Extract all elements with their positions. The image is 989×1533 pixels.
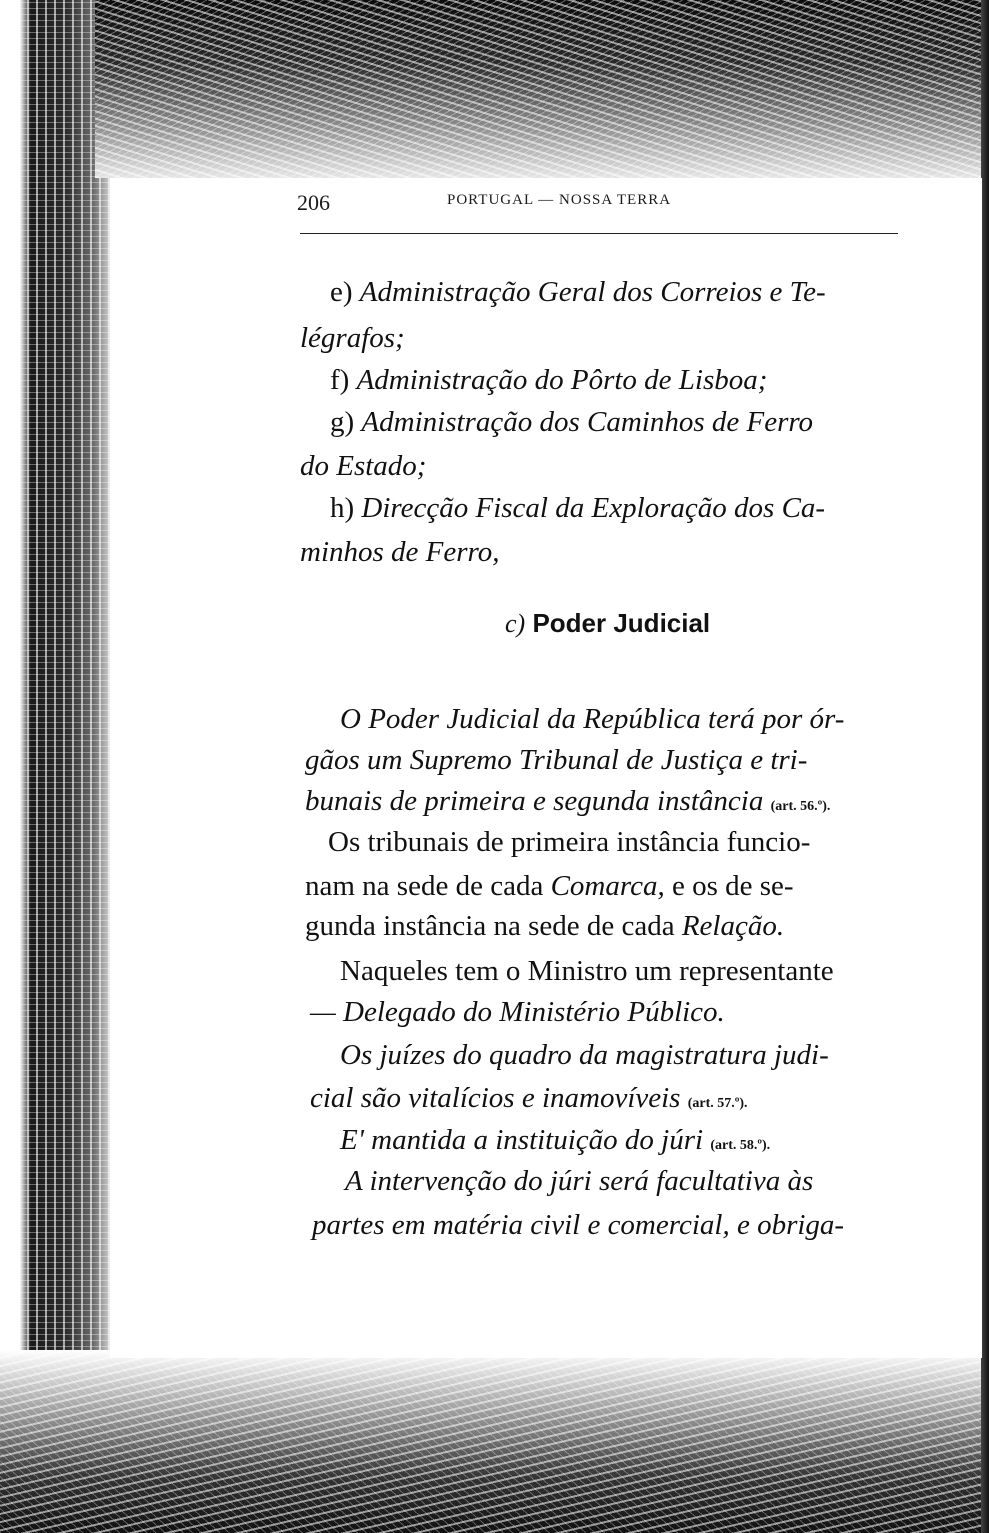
list-text: Administração do Pôrto de Lisboa;	[356, 364, 768, 396]
paragraph-4-line-1: Os juízes do quadro da magistratura judi-	[340, 1039, 829, 1071]
article-reference: (art. 58.º).	[710, 1138, 771, 1153]
paragraph-2-line-2	[305, 867, 794, 905]
list-item-g	[330, 403, 813, 441]
list-item-e	[330, 273, 826, 311]
scan-left-edge	[0, 0, 110, 1533]
list-item-g-continuation: do Estado;	[300, 450, 427, 482]
running-title: PORTUGAL — NOSSA TERRA	[447, 192, 672, 208]
scan-bottom-edge	[0, 1350, 989, 1533]
paragraph-6-line-1: A intervenção do júri será facultativa às	[345, 1165, 814, 1197]
list-text: Direcção Fiscal da Exploração dos Ca-	[361, 492, 826, 524]
paragraph-4-line-2	[310, 1079, 748, 1123]
paragraph-text: bunais de primeira e segunda instância	[305, 785, 764, 817]
relacao-term: Relação.	[681, 910, 785, 942]
section-heading	[505, 608, 710, 639]
list-text: Administração dos Caminhos de Ferro	[361, 406, 814, 438]
list-marker: e)	[330, 276, 353, 308]
list-marker: g)	[330, 406, 355, 438]
article-reference: (art. 57.º).	[687, 1096, 748, 1111]
paragraph-2-line-3	[305, 907, 784, 945]
paragraph-2-line-1: Os tribunais de primeira instância funcio-	[328, 826, 811, 858]
page-header	[297, 188, 897, 228]
list-item-f	[330, 361, 767, 399]
list-item-h	[330, 489, 825, 527]
list-item-e-continuation: légrafos;	[300, 322, 405, 354]
section-letter: c)	[505, 609, 526, 638]
list-text: Administração Geral dos Correios e Te-	[359, 276, 826, 308]
paragraph-3-line-2: — Delegado do Ministério Público.	[310, 996, 725, 1028]
paragraph-1-line-2: gãos um Supremo Tribunal de Justiça e tri-	[305, 744, 808, 776]
section-title: Poder Judicial	[532, 608, 711, 638]
list-marker: h)	[330, 492, 355, 524]
paragraph-text: cial são vitalícios e inamovíveis	[310, 1082, 681, 1114]
scan-right-edge	[981, 0, 989, 1533]
scan-top-edge	[95, 0, 989, 178]
paragraph-1-line-3	[305, 782, 830, 826]
paragraph-3-line-1: Naqueles tem o Ministro um representante	[340, 955, 834, 987]
article-reference: (art. 56.º).	[770, 799, 831, 814]
paragraph-6-line-2: partes em matéria civil e comercial, e obriga-	[312, 1209, 845, 1241]
page-number: 206	[297, 190, 330, 215]
comarca-term: Comarca,	[550, 870, 665, 902]
paragraph-5-line-1	[340, 1121, 770, 1165]
list-marker: f)	[330, 364, 350, 396]
list-item-h-continuation: minhos de Ferro,	[300, 536, 500, 568]
paragraph-text: gunda instância na sede de cada	[305, 910, 682, 942]
paragraph-text: e os de se-	[664, 870, 794, 902]
paragraph-text: E' mantida a instituição do júri	[340, 1124, 704, 1156]
paragraph-1-line-1: O Poder Judicial da República terá por ór-	[340, 703, 845, 735]
paragraph-text: nam na sede de cada	[305, 870, 551, 902]
header-rule	[300, 233, 898, 234]
